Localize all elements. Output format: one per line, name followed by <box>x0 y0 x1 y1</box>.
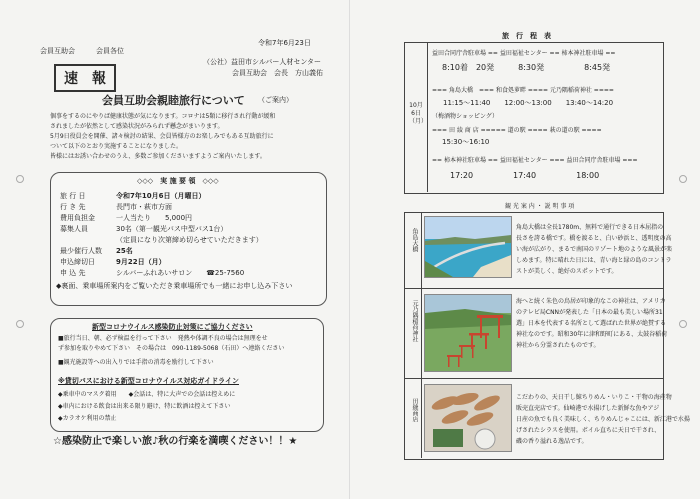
details-value: （定員になり次第締め切らせていただきます） <box>116 235 263 244</box>
details-row <box>60 223 263 234</box>
details-value: 一人当たり 5,000円 <box>116 213 193 222</box>
site-photo-dried-fish-shop <box>424 384 512 452</box>
itinerary-row: （梅酒物ショッピング） <box>432 113 498 120</box>
punch-hole <box>679 175 687 183</box>
itinerary-date: 10月6日（月） <box>409 102 428 125</box>
notice-title: 会員互助会親睦旅行について <box>102 94 245 107</box>
punch-hole <box>16 320 24 328</box>
details-row <box>60 212 263 223</box>
covid-item: ず参加を取りやめて下さい その場合は 090-1189-5068（石田）へ連絡ください <box>58 345 285 352</box>
site-description <box>516 392 690 447</box>
sokuho-label: 速 報 <box>64 71 106 87</box>
notice-date: 令和7年6月23日 <box>258 39 311 47</box>
details-row <box>60 245 263 256</box>
site-description-line: 日産の魚でも良く美味しく、ちりめんじゃこには、新江港で水揚 <box>516 416 690 423</box>
details-value: 令和7年10月6日（月曜日） <box>116 191 206 200</box>
site-description-line: しめます。特に晴れた日には、青い海と緑の島のコントラ <box>516 257 672 264</box>
site-name: 角島大橋 <box>411 228 418 252</box>
itinerary-row: === 田 綾 商 店 ===== 道の駅 ==== 萩の道の駅 ==== <box>432 127 602 134</box>
sender-name: 会員互助会 会長 方山義佑 <box>232 69 323 77</box>
details-row <box>60 267 263 278</box>
details-table <box>60 190 263 278</box>
site-description-line: 神社なのです。昭和30年に津和野町にある、太鼓谷稲荷 <box>516 331 668 338</box>
itinerary-row: 11:15～11:40 12:00～13:00 13:40～14:20 <box>443 99 614 107</box>
site-name: 田縫商店 <box>411 398 418 422</box>
details-value: 30名（第一観光バス中型バス1台） <box>116 224 228 233</box>
site-description-line: げされたシラスを使用。ボイル直ちに天日で干され、 <box>516 427 661 434</box>
details-label: 行 き 先 <box>60 202 86 211</box>
body-line: ついて以下のとおり実施することになりました。 <box>50 143 183 150</box>
itinerary-row: 15:30～16:10 <box>442 138 490 146</box>
punch-hole <box>679 320 687 328</box>
punch-hole <box>16 175 24 183</box>
guide-name-divider <box>421 212 422 458</box>
guide-row-divider <box>404 378 663 379</box>
site-description-line: のテレビ局CNNが発表した「日本の最も美しい場所31 <box>516 309 663 316</box>
itinerary-row: == 柿本神社駐車場 == 益田福祉センター === 益田合同庁舎駐車場 === <box>432 157 638 164</box>
itinerary-row: 8:10着 20発 8:30発 8:45発 <box>442 63 611 72</box>
itinerary-row: === 角島大橋 === 和食処萝畔 ==== 元乃隅稲荷神社 ==== <box>432 87 614 94</box>
body-line: 5月9日役員会を開催、諸々検討の結果、会員皆様方のお楽しみでもある互助旅行に <box>50 133 274 140</box>
body-line: 個事をするのにやりば健康状態が気になります。コロナは5類に移行され行動が緩和 <box>50 113 276 120</box>
sender-org: （公社）益田市シルバー人材センター <box>203 58 322 66</box>
site-name: 元乃隅稲荷神社 <box>411 300 418 342</box>
site-description-line: 長さを誇る橋です。橋を渡ると、白い砂浜と、透明度の高 <box>516 235 672 242</box>
details-row <box>60 201 263 212</box>
notice-body <box>50 112 340 162</box>
body-line: 皆様にはお誘い合わせのうえ、多数ご参加くださいますようご案内いたします。 <box>50 153 266 160</box>
site-description-line: 海へと続く朱色の鳥居が印象的なこの神社は、アメリカ <box>516 298 666 305</box>
site-description-line: い海が広がり、まるで南国のリゾート地のような風景が楽 <box>516 246 672 253</box>
addressee-1: 会員互助会 <box>40 47 75 55</box>
site-description-line: 磯の香り溢れる逸品です。 <box>516 438 588 445</box>
itinerary-row: 益田合同庁舎駐車場 == 益田福祉センター == 柿本神社駐車場 == <box>432 50 616 57</box>
footer-slogan: ☆感染防止で楽しい旅♪秋の行楽を満喫ください！！★ <box>53 436 298 447</box>
covid-title: 新型コロナウイルス感染防止対策にご協力ください <box>92 323 253 331</box>
details-label: 費用負担金 <box>60 213 95 222</box>
body-line: されましたが依然として感染状況がみられず懸念がまいります。 <box>50 123 224 130</box>
details-value: 25名 <box>116 246 133 255</box>
details-label: 募集人員 <box>60 224 88 233</box>
details-value: 9月22日（月） <box>116 257 166 266</box>
site-description-line: 角島大橋は全長1780m、無料で通行できる日本屈指の <box>516 224 664 231</box>
details-note: ◆裏面、乗車場所案内をご覧いただき乗車場所でも一緒にお申し込み下さい <box>56 282 293 290</box>
bus-guideline-item: ◆車内における飲食は出来る限り避け、特に飲酒は控えて下さい <box>58 403 231 410</box>
itinerary-divider <box>427 42 428 192</box>
sokuho-badge <box>54 64 116 92</box>
site-description-line: 販売直売店です。仙崎港で水揚げした新鮮な魚やアジ <box>516 405 660 412</box>
itinerary-row: 17:20 17:40 18:00 <box>450 171 600 180</box>
site-description-line: ストが美しく、絶好のスポットです。 <box>516 268 618 275</box>
bus-guideline-title: ※貸切バスにおける新型コロナウイルス対応ガイドライン <box>58 377 239 385</box>
details-row <box>60 256 263 267</box>
covid-item: ■旅行当日、朝、必ず検温を行って下さい 発熱や体調不良の場合は無理をせ <box>58 335 268 342</box>
addressee-2: 会員各位 <box>96 47 124 55</box>
itinerary-title: 旅 行 程 表 <box>498 33 555 40</box>
details-label <box>60 234 116 245</box>
site-description <box>516 296 668 351</box>
guide-row-divider <box>404 288 663 289</box>
page-divider <box>349 0 350 499</box>
covid-item: ■観光施設等への出入りでは手指の消毒を励行して下さい <box>58 359 214 366</box>
details-label: 申込締切日 <box>60 257 95 266</box>
details-value: シルバーふれあいサロン ☎25-7560 <box>116 268 245 277</box>
details-label: 申 込 先 <box>60 268 86 277</box>
guide-title: 観 光 案 内 ・ 説 明 事 項 <box>505 203 575 210</box>
details-box-title: ◇◇◇ 実 施 要 領 ◇◇◇ <box>137 177 219 185</box>
bus-guideline-item: ◆乗車中のマスク着用 ◆会話は、特に大声での会話は控えめに <box>58 391 236 398</box>
details-row <box>60 234 263 245</box>
site-description-line: 神社から分霊されたものです。 <box>516 342 600 349</box>
details-label: 最少催行人数 <box>60 246 102 255</box>
site-description-line: こだわりの、天日干し鯨ちりめん・いりこ・干物の海産物 <box>516 394 672 401</box>
site-photo-motonosumi-shrine <box>424 294 512 372</box>
details-row <box>60 190 263 201</box>
details-label: 旅 行 日 <box>60 191 86 200</box>
details-value: 長門市・萩市方面 <box>116 202 172 211</box>
site-photo-tsunoshima-bridge <box>424 216 512 278</box>
notice-title-suffix: （ご案内） <box>258 96 293 104</box>
bus-guideline-item: ◆カラオケ利用の禁止 <box>58 415 117 422</box>
site-description <box>516 222 672 277</box>
site-description-line: 選」日本を代表する名所として選ばれた世界が絶賛する <box>516 320 667 327</box>
